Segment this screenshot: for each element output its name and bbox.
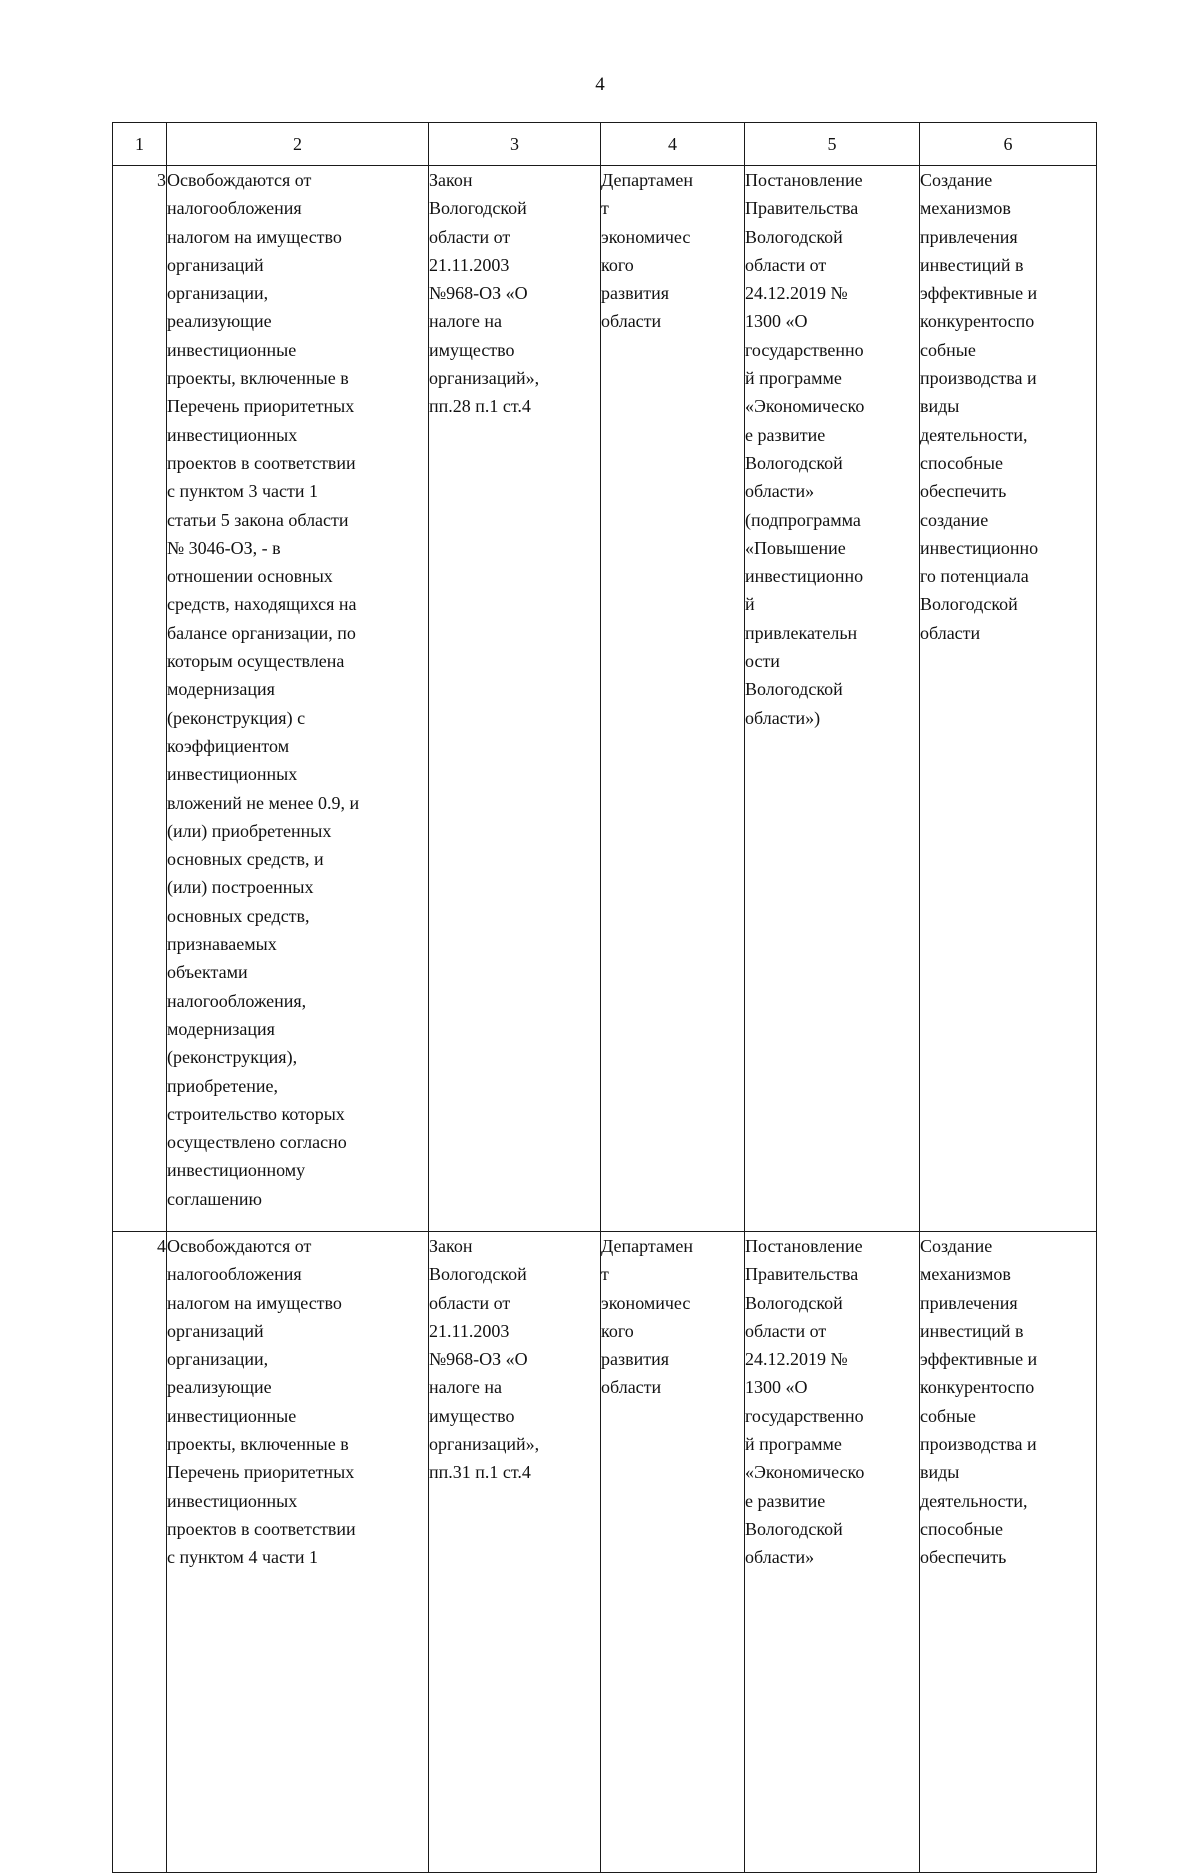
cell-text-line: Перечень приоритетных xyxy=(167,396,355,417)
cell-text-line: Департамен xyxy=(601,1236,693,1256)
cell-text-line: конкурентоспо xyxy=(920,1377,1035,1398)
cell-text-line: обеспечить xyxy=(920,1547,1007,1568)
cell-text-line: т xyxy=(601,1264,609,1285)
description-cell xyxy=(167,166,429,1232)
cell-text-line: налоге на xyxy=(429,1377,503,1398)
cell-text-line: е развитие xyxy=(745,424,826,445)
cell-text-line: 1300 «О xyxy=(745,1377,808,1398)
program-cell xyxy=(745,1232,920,1873)
cell-text-line: привлекательн xyxy=(745,622,858,643)
cell-text-line: области xyxy=(920,622,981,643)
cell-text-line: объектами xyxy=(167,962,248,983)
cell-text-line: способные xyxy=(920,1518,1003,1539)
cell-text-line: е развитие xyxy=(745,1490,826,1511)
cell-text-line: области от xyxy=(745,1320,827,1341)
cell-text-line: налогообложения xyxy=(167,1264,302,1285)
cell-text-line: реализующие xyxy=(167,311,272,332)
cell-text-line: строительство которых xyxy=(167,1103,345,1124)
cell-text-line: деятельности, xyxy=(920,1490,1028,1511)
description-cell xyxy=(167,1232,429,1873)
cell-text-line: собные xyxy=(920,339,976,360)
cell-text-line: № 3046-ОЗ, - в xyxy=(167,537,281,558)
cell-text-line: «Повышение xyxy=(745,537,846,558)
cell-text-line: Правительства xyxy=(745,198,859,219)
column-header-5: 5 xyxy=(745,123,920,166)
goal-cell xyxy=(920,166,1097,1232)
cell-text-line: отношении основных xyxy=(167,566,333,587)
cell-text-line: (или) приобретенных xyxy=(167,820,332,841)
cell-text-line: коэффициентом xyxy=(167,735,290,756)
cell-text-line: Закон xyxy=(429,1236,473,1256)
cell-text-line: Освобождаются от xyxy=(167,1236,312,1256)
cell-text-line: инвестиций в xyxy=(920,254,1024,275)
cell-text-line: с пунктом 3 части 1 xyxy=(167,481,318,502)
cell-text-line: эффективные и xyxy=(920,283,1038,304)
cell-text-line: 24.12.2019 № xyxy=(745,283,848,304)
cell-text-line: виды xyxy=(920,1462,960,1483)
cell-text-line: инвестиционные xyxy=(167,1405,297,1426)
cell-text-line: организаций xyxy=(167,1320,264,1341)
cell-text-line: государственно xyxy=(745,1405,864,1426)
department-cell xyxy=(601,166,745,1232)
cell-text-line: 24.12.2019 № xyxy=(745,1349,848,1370)
cell-text-line: приобретение, xyxy=(167,1075,279,1096)
goal-cell xyxy=(920,1232,1097,1873)
cell-text-line: имущество xyxy=(429,1405,515,1426)
cell-text-line: основных средств, и xyxy=(167,849,324,870)
cell-text-line: привлечения xyxy=(920,226,1018,247)
cell-text-line: инвестиционных xyxy=(167,764,298,785)
cell-text-line: инвестиций в xyxy=(920,1320,1024,1341)
cell-text-line: обеспечить xyxy=(920,481,1007,502)
cell-text-line: создание xyxy=(920,509,989,530)
cell-text-line: средств, находящихся на xyxy=(167,594,357,615)
cell-text-line: области от xyxy=(429,1292,511,1313)
cell-text-line: организации, xyxy=(167,1349,269,1370)
cell-text-line: №968-ОЗ «О xyxy=(429,1349,528,1370)
cell-text-line: (реконструкция) с xyxy=(167,707,306,728)
cell-text-line: Создание xyxy=(920,170,993,190)
cell-text-line: кого xyxy=(601,1320,634,1341)
cell-text-line: (подпрограмма xyxy=(745,509,861,530)
cell-text-line: организации, xyxy=(167,283,269,304)
cell-text-line: области xyxy=(601,1377,662,1398)
cell-text-line: Правительства xyxy=(745,1264,859,1285)
cell-text-line: Вологодской xyxy=(745,452,843,473)
cell-text-line: экономичес xyxy=(601,226,691,247)
cell-text-line: балансе организации, по xyxy=(167,622,356,643)
cell-text-line: т xyxy=(601,198,609,219)
cell-text-line: механизмов xyxy=(920,1264,1011,1285)
cell-text-line: Создание xyxy=(920,1236,993,1256)
cell-text-line: государственно xyxy=(745,339,864,360)
cell-text-line: Освобождаются от xyxy=(167,170,312,190)
cell-text-line: Закон xyxy=(429,170,473,190)
law-reference-cell xyxy=(429,166,601,1232)
cell-text-line: эффективные и xyxy=(920,1349,1038,1370)
cell-text-line: проектов в соответствии xyxy=(167,1518,356,1539)
cell-text-line: Перечень приоритетных xyxy=(167,1462,355,1483)
cell-text-line: области» xyxy=(745,481,815,502)
cell-text-line: области» xyxy=(745,1547,815,1568)
cell-text-line: конкурентоспо xyxy=(920,311,1035,332)
cell-text-line: с пунктом 4 части 1 xyxy=(167,1547,318,1568)
cell-text-line: соглашению xyxy=(167,1188,262,1209)
cell-text-line: налоге на xyxy=(429,311,503,332)
law-reference-cell xyxy=(429,1232,601,1873)
cell-text-line: экономичес xyxy=(601,1292,691,1313)
cell-text-line: модернизация xyxy=(167,1018,275,1039)
cell-text-line: налогом на имущество xyxy=(167,1292,342,1313)
cell-text-line: способные xyxy=(920,452,1003,473)
cell-text-line: го потенциала xyxy=(920,566,1029,587)
cell-text-line: вложений не менее 0.9, и xyxy=(167,792,360,813)
cell-text-line: осуществлено согласно xyxy=(167,1132,347,1153)
table-row xyxy=(113,166,1097,1232)
cell-text-line: й xyxy=(745,594,755,615)
cell-text-line: Вологодской xyxy=(745,1292,843,1313)
cell-text-line: инвестиционному xyxy=(167,1160,306,1181)
cell-text-line: механизмов xyxy=(920,198,1011,219)
cell-text-line: 21.11.2003 xyxy=(429,254,510,275)
cell-text-line: пп.28 п.1 ст.4 xyxy=(429,396,531,417)
row-number: 3 xyxy=(113,166,167,1232)
department-cell xyxy=(601,1232,745,1873)
cell-text-line: признаваемых xyxy=(167,934,277,955)
cell-text-line: области от xyxy=(745,254,827,275)
cell-text-line: привлечения xyxy=(920,1292,1018,1313)
cell-text-line: кого xyxy=(601,254,634,275)
column-header-1: 1 xyxy=(113,123,167,166)
column-header-3: 3 xyxy=(429,123,601,166)
cell-text-line: пп.31 п.1 ст.4 xyxy=(429,1462,531,1483)
cell-text-line: налогом на имущество xyxy=(167,226,342,247)
cell-text-line: (реконструкция), xyxy=(167,1047,298,1068)
cell-text-line: модернизация xyxy=(167,679,275,700)
cell-text-line: развития xyxy=(601,283,670,304)
cell-text-line: «Экономическо xyxy=(745,1462,865,1483)
cell-text-line: области от xyxy=(429,226,511,247)
cell-text-line: имущество xyxy=(429,339,515,360)
cell-text-line: инвестиционные xyxy=(167,339,297,360)
cell-text-line: Постановление xyxy=(745,1236,863,1256)
column-header-4: 4 xyxy=(601,123,745,166)
cell-text-line: которым осуществлена xyxy=(167,651,345,672)
cell-text-line: производства и xyxy=(920,368,1037,389)
cell-text-line: 1300 «О xyxy=(745,311,808,332)
page-number: 4 xyxy=(595,74,605,95)
cell-text-line: статьи 5 закона области xyxy=(167,509,349,530)
cell-text-line: организаций», xyxy=(429,1434,540,1455)
cell-text-line: реализующие xyxy=(167,1377,272,1398)
row-number: 4 xyxy=(113,1232,167,1873)
cell-text-line: Вологодской xyxy=(429,198,527,219)
cell-text-line: развития xyxy=(601,1349,670,1370)
cell-text-line: «Экономическо xyxy=(745,396,865,417)
program-cell xyxy=(745,166,920,1232)
cell-text-line: инвестиционно xyxy=(920,537,1039,558)
cell-text-line: й программе xyxy=(745,368,842,389)
cell-text-line: области xyxy=(601,311,662,332)
cell-text-line: Вологодской xyxy=(745,1518,843,1539)
table-row xyxy=(113,1232,1097,1873)
cell-text-line: Вологодской xyxy=(429,1264,527,1285)
cell-text-line: собные xyxy=(920,1405,976,1426)
cell-text-line: Вологодской xyxy=(745,679,843,700)
cell-text-line: проектов в соответствии xyxy=(167,452,356,473)
cell-text-line: проекты, включенные в xyxy=(167,368,349,389)
cell-text-line: деятельности, xyxy=(920,424,1028,445)
cell-text-line: организаций xyxy=(167,254,264,275)
cell-text-line: инвестиционных xyxy=(167,1490,298,1511)
cell-text-line: Вологодской xyxy=(920,594,1018,615)
cell-text-line: налогообложения, xyxy=(167,990,307,1011)
cell-text-line: №968-ОЗ «О xyxy=(429,283,528,304)
table-header-row xyxy=(113,123,1097,166)
cell-text-line: основных средств, xyxy=(167,905,310,926)
cell-text-line: ости xyxy=(745,651,780,672)
cell-text-line: виды xyxy=(920,396,960,417)
cell-text-line: организаций», xyxy=(429,368,540,389)
cell-text-line: (или) построенных xyxy=(167,877,314,898)
cell-text-line: 21.11.2003 xyxy=(429,1320,510,1341)
cell-text-line: инвестиционных xyxy=(167,424,298,445)
cell-text-line: Вологодской xyxy=(745,226,843,247)
cell-text-line: й программе xyxy=(745,1434,842,1455)
column-header-2: 2 xyxy=(167,123,429,166)
column-header-6: 6 xyxy=(920,123,1097,166)
cell-text-line: области») xyxy=(745,707,821,728)
cell-text-line: проекты, включенные в xyxy=(167,1434,349,1455)
document-table xyxy=(112,122,1097,1873)
cell-text-line: производства и xyxy=(920,1434,1037,1455)
cell-text-line: инвестиционно xyxy=(745,566,864,587)
cell-text-line: Постановление xyxy=(745,170,863,190)
cell-text-line: Департамен xyxy=(601,170,693,190)
cell-text-line: налогообложения xyxy=(167,198,302,219)
